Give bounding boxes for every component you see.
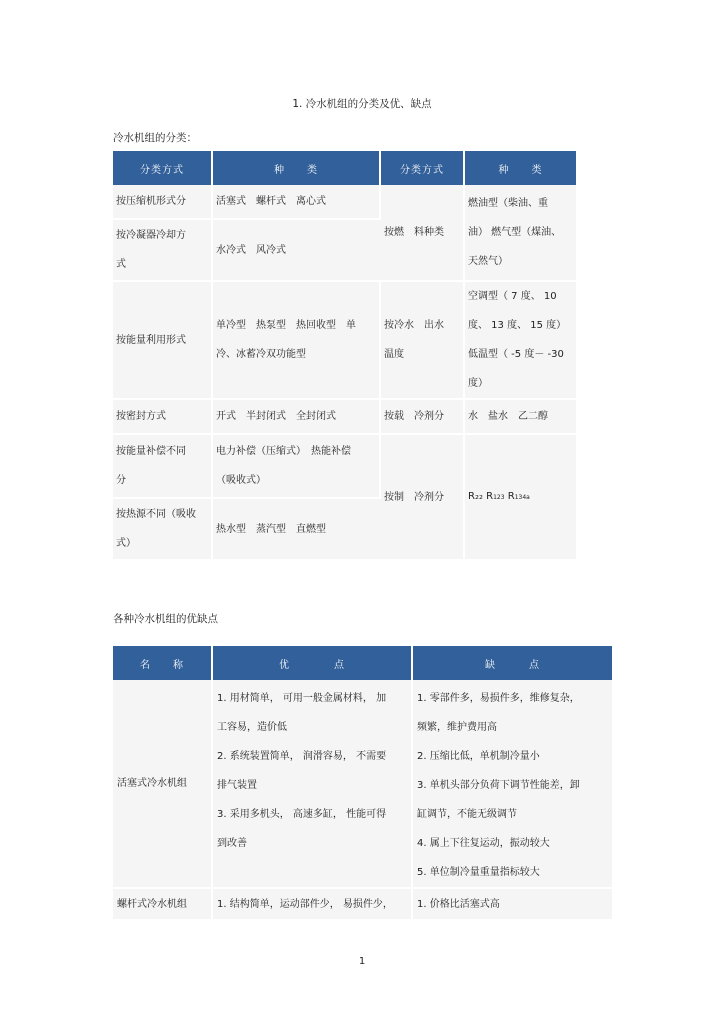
cell-line: 按冷水 出水 [384,320,444,331]
table-cell: 按能量利用形式 [113,282,213,400]
refrigerant-text: R [504,491,515,502]
section-heading-classification: 冷水机组的分类： [113,132,197,144]
header-cell: 缺 点 [413,646,612,680]
table-cell [465,435,576,561]
pros-cons-table [113,646,612,921]
table-cell: 按密封方式 [113,400,213,435]
table-cell: 热水型 蒸汽型 直燃型 [213,499,381,561]
cons-cell: 1. 价格比活塞式高 [413,889,612,921]
cell-line: 4. 属上下往复运动，振动较大 [417,838,550,849]
table-cell: 开式 半封闭式 全封闭式 [213,400,381,435]
table-cell: 水冷式 风冷式 [213,220,381,282]
classification-table [113,151,576,561]
cell-line: 频繁，维护费用高 [417,722,497,733]
cell-line: 按冷凝器冷却方 [116,230,186,241]
cell-line: 度、 13 度、 15 度） [468,320,567,331]
cell-line: 到改善 [217,838,247,849]
page-number: 1 [358,956,366,967]
cell-line: 按热源不同（吸收 [116,509,196,520]
table-cell: 活塞式冷水机组 [113,680,213,889]
cell-line: 按能量补偿不同 [116,446,186,457]
cons-cell [413,680,612,889]
header-cell: 名 称 [113,646,213,680]
table-cell [113,499,213,561]
table-cell: 水 盐水 乙二醇 [465,400,576,435]
header-cell: 种 类 [465,151,576,185]
cell-line: 2. 压缩比低，单机制冷量小 [417,751,540,762]
table-cell [465,282,576,400]
table-cell [113,435,213,499]
cell-line: （吸收式） [216,475,266,486]
table-row [113,400,576,435]
table-cell: 活塞式 螺杆式 离心式 [213,185,381,220]
header-cell: 种 类 [213,151,381,185]
table-header-row [113,646,612,680]
cell-line: 1. 用材简单， 可用一般金属材料， 加 [217,693,387,704]
refrigerant-text: R₂₂ R [468,491,494,502]
cell-line: 冷、冰蓄冷双功能型 [216,349,306,360]
table-cell [113,220,213,282]
table-header-row [113,151,576,185]
cell-line: 1. 零部件多，易损件多，维修复杂， [417,693,580,704]
table-cell [381,282,465,400]
cell-line: 温度 [384,349,404,360]
table-row [113,282,576,400]
pros-cell [213,680,413,889]
cell-line: 度） [468,378,488,389]
cell-line: 排气装置 [217,780,257,791]
table-cell [213,282,381,400]
cell-line: 式） [116,538,136,549]
cell-line: 天然气） [468,256,508,267]
header-cell: 分类方式 [113,151,213,185]
refrigerant-subscript: 134a [514,494,530,501]
section-heading-pros-cons: 各种冷水机组的优缺点 [113,613,218,625]
table-cell: 螺杆式冷水机组 [113,889,213,921]
table-cell [213,435,381,499]
header-cell: 分类方式 [381,151,465,185]
cell-line: 低温型（ -5 度－ -30 [468,349,564,360]
table-cell: 按燃 料种类 [381,185,465,282]
cell-line: 5. 单位制冷量重量指标较大 [417,867,540,878]
cell-line: 分 [116,475,126,486]
pros-cell: 1. 结构简单，运动部件少， 易损件少， [213,889,413,921]
refrigerant-subscript: 123 [493,494,505,501]
cell-line: 缸调节，不能无级调节 [417,809,517,820]
table-row [113,680,612,889]
cell-line: 油） 燃气型（煤油、 [468,227,562,238]
table-row [113,185,576,220]
cell-line: 式 [116,259,126,270]
cell-line: 3. 采用多机头， 高速多缸， 性能可得 [217,809,387,820]
cell-line: 单冷型 热泵型 热回收型 单 [216,320,356,331]
table-row [113,435,576,499]
table-cell [465,185,576,282]
cell-line: 工容易，造价低 [217,722,287,733]
table-cell: 按制 冷剂分 [381,435,465,561]
table-row [113,889,612,921]
cell-line: 空调型（ 7 度、 10 [468,291,557,302]
header-cell: 优 点 [213,646,413,680]
table-cell: 按载 冷剂分 [381,400,465,435]
cell-line: 电力补偿（压缩式） 热能补偿 [216,446,351,457]
page-title: 1. 冷水机组的分类及优、缺点 [292,98,432,110]
cell-line: 2. 系统装置简单， 润滑容易， 不需要 [217,751,387,762]
table-cell: 按压缩机形式分 [113,185,213,220]
cell-line: 3. 单机头部分负荷下调节性能差，卸 [417,780,580,791]
cell-line: 燃油型（柴油、重 [468,198,548,209]
